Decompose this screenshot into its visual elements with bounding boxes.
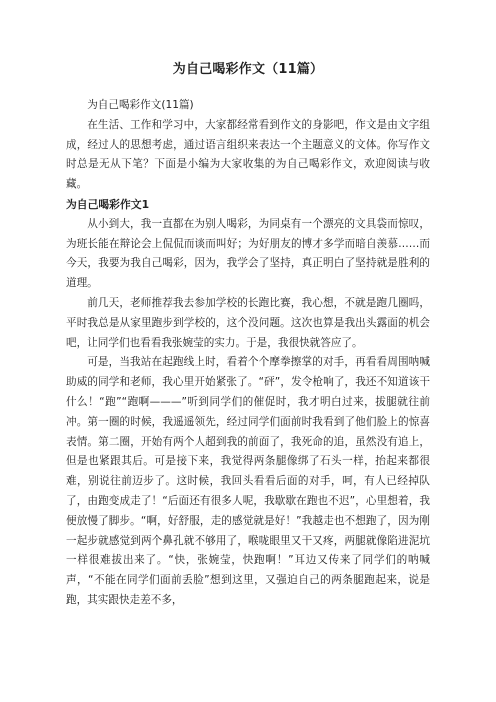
body-paragraph: 前几天，老师推荐我去参加学校的长跑比赛，我心想，不就是跑几圈吗，平时我总是从家里跑步到学校的，这个没问题。这次也算是我出头露面的机会吧，让同学们也看看我张婉莹的实力。于是，我很快就答应了。	[66, 296, 430, 349]
body-paragraph: 可是，当我站在起跑线上时，看着个个摩拳擦掌的对手，再看看周围呐喊助威的同学和老师，我心里开始紧张了。“砰”，发令枪响了，我还不知道该干什么！“跑”“跑啊———”听到同学们的催促时，我才明白过来，拔腿就往前冲。第一圈的时候，我遥遥领先，经过同学们面前时我看到了他们脸上的惊喜表情。第二圈，开始有两个人超到我的前面了，我死命的追，虽然没有追上，但是也紧跟其后。可是接下来，我觉得两条腿像绑了石头一样，抬起来都很难，别说往前迈步了。这时候，我回头看看后面的对手，呵，有人已经掉队了，由跑变成走了！“后面还有很多人呢，我歇歇在跑也不迟”，心里想着，我便放慢了脚步。“啊，好舒服，走的感觉就是好！”我越走也不想跑了，因为刚一起步就感觉到两个鼻孔就不够用了，喉咙眼里又干又疼，两腿就像陷进泥坑一样很难拔出来了。“快，张婉莹，快跑啊！”耳边又传来了同学们的呐喊声，“不能在同学们面前丢脸”想到这里，又强迫自己的两条腿跑起来，说是跑，其实跟快走差不多，	[66, 356, 430, 606]
intro-paragraph: 在生活、工作和学习中，大家都经常看到作文的身影吧，作文是由文字组成，经过人的思想考虑，通过语言组织来表达一个主题意义的文体。你写作文时总是无从下笔？下面是小编为大家收集的为自己喝彩作文，欢迎阅读与收藏。	[66, 118, 430, 191]
document-subtitle: 为自己喝彩作文(11篇)	[87, 99, 194, 111]
body-paragraph: 从小到大，我一直都在为别人喝彩，为同桌有一个漂亮的文具袋而惊叹，为班长能在辩论会上侃侃而谈而叫好；为好朋友的博才多学而暗自羡慕……而今天，我要为我自己喝彩，因为，我学会了坚持，真正明白了坚持就是胜利的道理。	[66, 217, 430, 290]
document-title: 为自己喝彩作文（11篇）	[172, 62, 324, 77]
section-heading: 为自己喝彩作文1	[66, 197, 150, 211]
